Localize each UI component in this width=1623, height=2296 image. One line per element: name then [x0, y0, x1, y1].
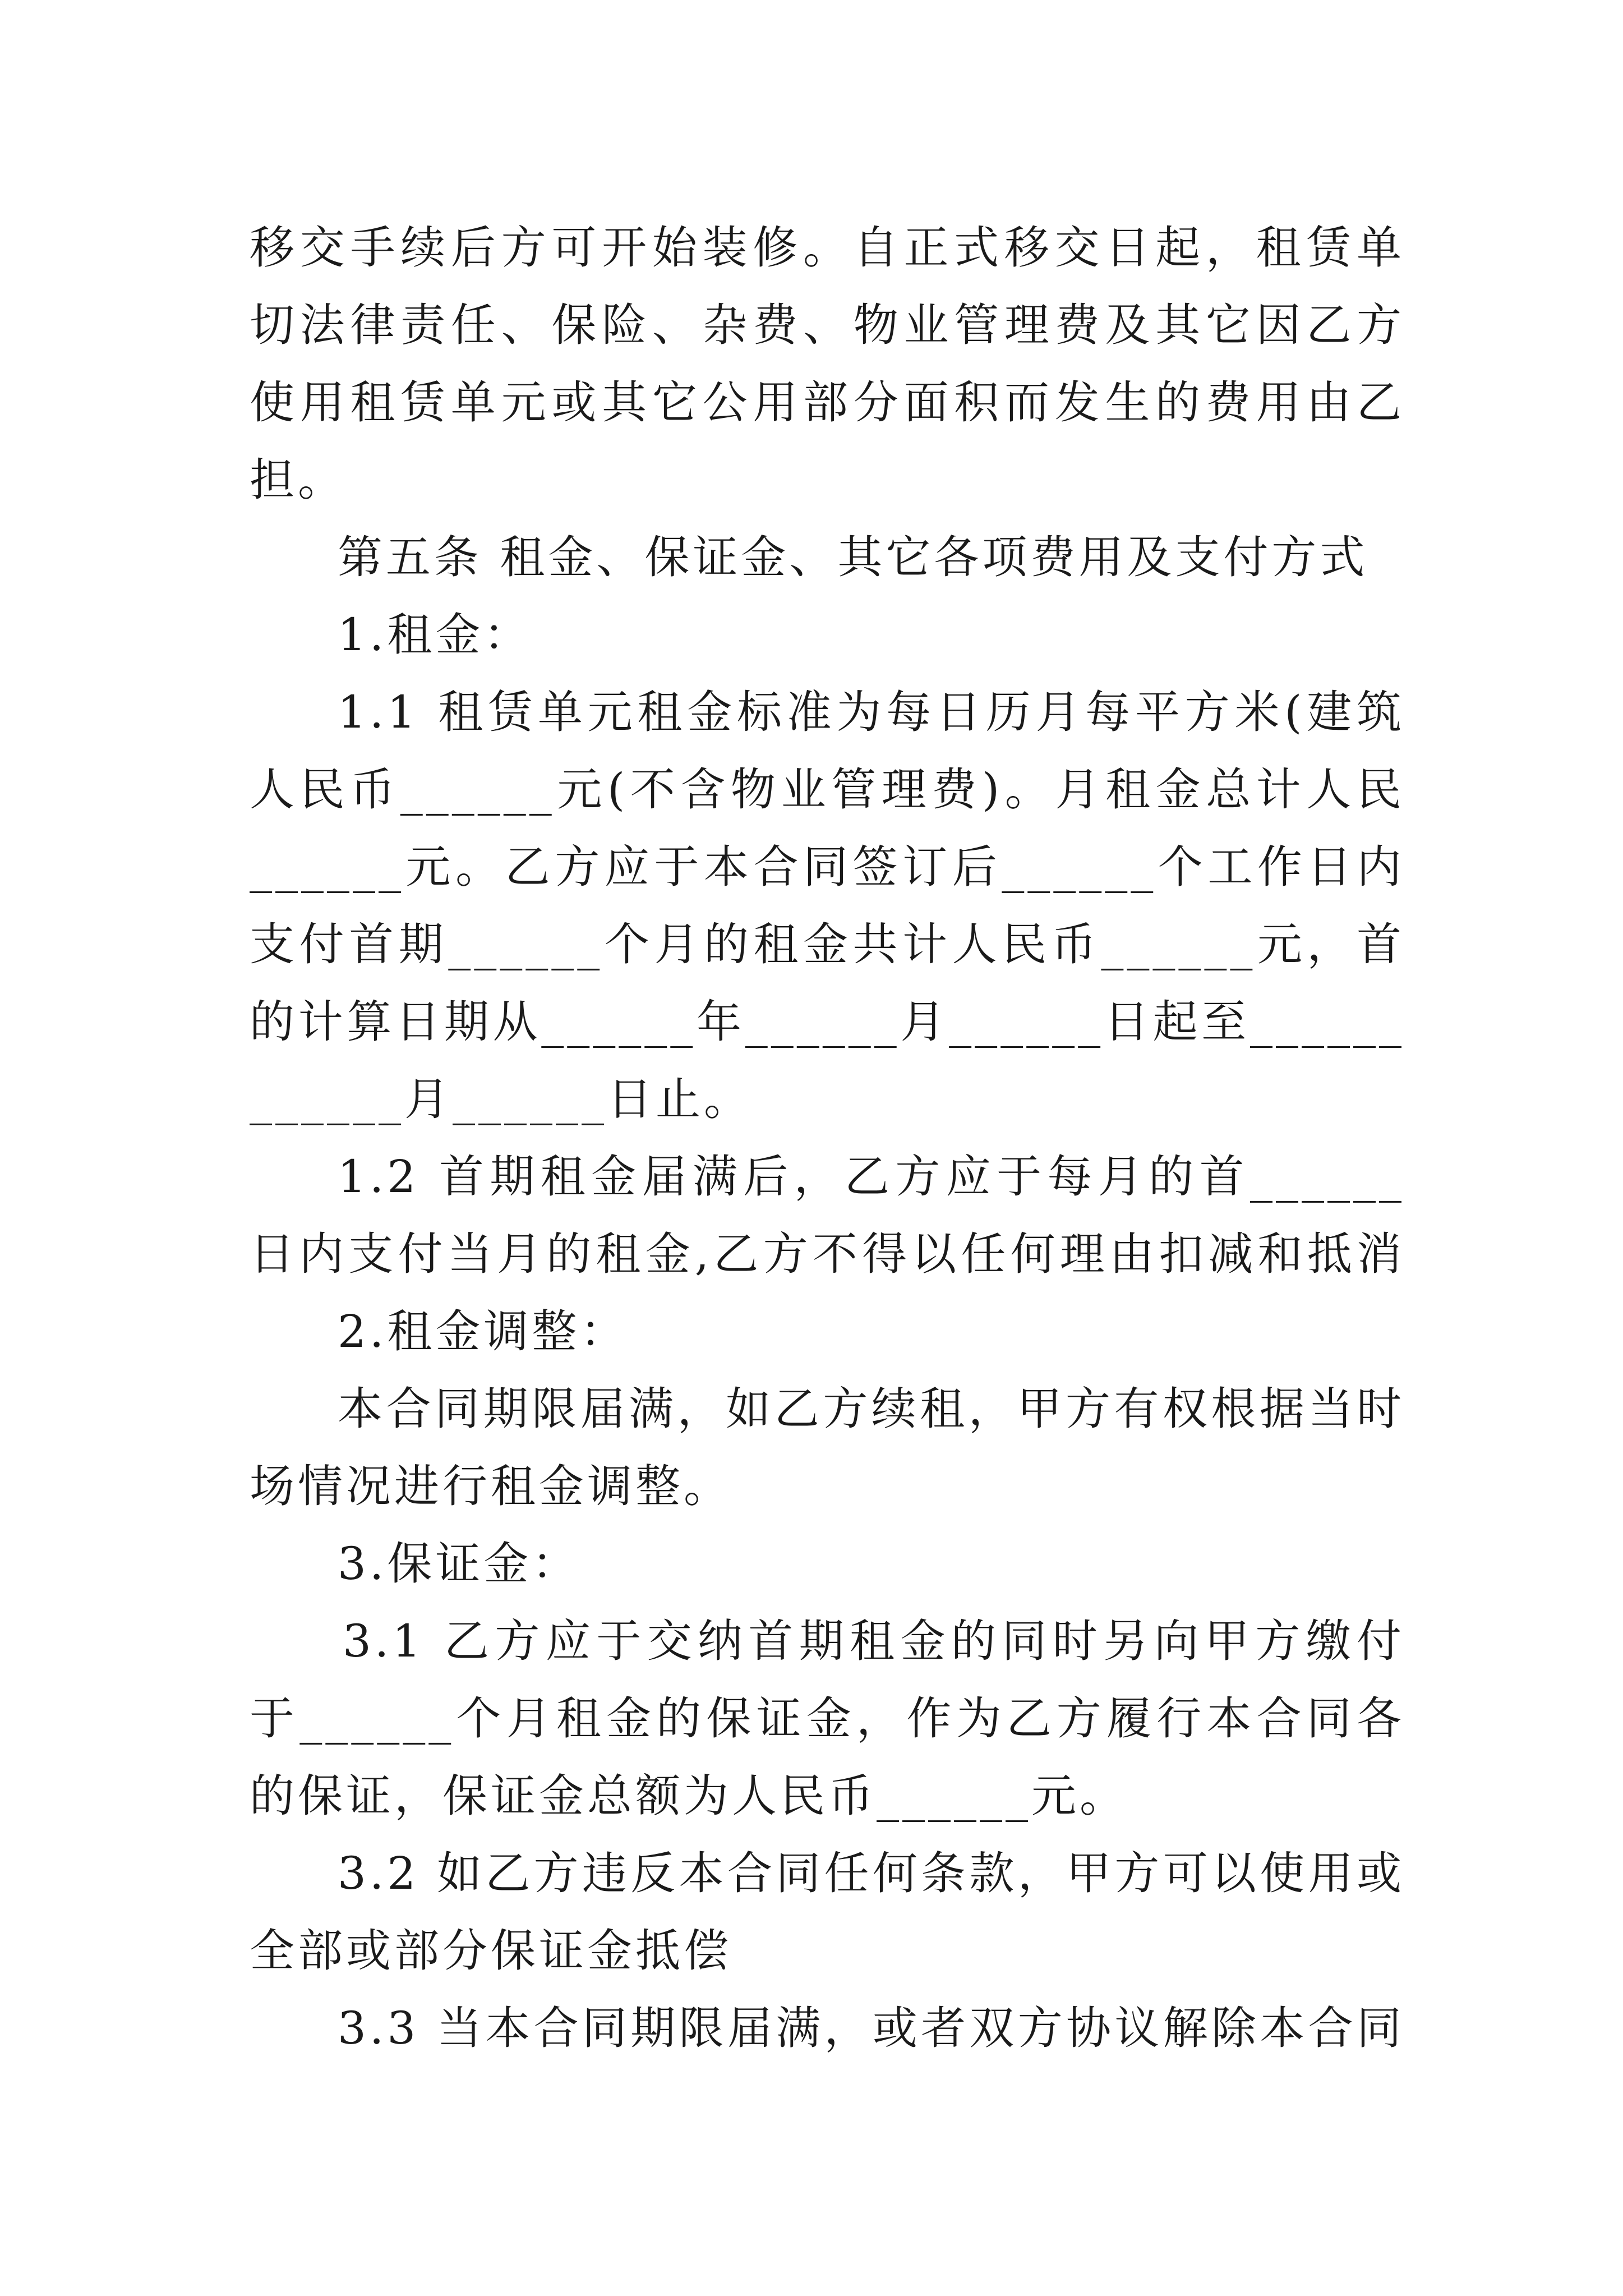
subsection-heading: 1.租金：	[338, 609, 532, 661]
paragraph-line: 担。	[250, 454, 346, 506]
paragraph-line: 于______个月租金的保证金，作为乙方履行本合同各	[250, 1692, 1405, 1745]
paragraph-line: 3.3 当本合同期限届满，或者双方协议解除本合同	[338, 2002, 1405, 2054]
paragraph-line: 日内支付当月的租金,乙方不得以任何理由扣减和抵消	[250, 1228, 1405, 1280]
paragraph-line: 本合同期限届满，如乙方续租，甲方有权根据当时	[338, 1383, 1405, 1435]
paragraph-line: 场情况进行租金调整。	[250, 1460, 732, 1512]
paragraph-line: 的计算日期从______年______月______日起至______	[250, 996, 1405, 1048]
paragraph-line: 移交手续后方可开始装修。自正式移交日起，租赁单	[250, 222, 1405, 274]
paragraph-line: 使用租赁单元或其它公用部分面积而发生的费用由乙	[250, 376, 1405, 429]
paragraph-line: ______元。乙方应于本合同签订后______个工作日内	[250, 841, 1405, 893]
paragraph-line: 的保证，保证金总额为人民币______元。	[250, 1770, 1128, 1822]
paragraph-line: 3.2 如乙方违反本合同任何条款，甲方可以使用或	[338, 1847, 1405, 1899]
paragraph-line: 1.2 首期租金届满后，乙方应于每月的首______	[338, 1151, 1405, 1203]
subsection-heading: 3.保证金：	[338, 1538, 580, 1590]
paragraph-line: 1.1 租赁单元租金标准为每日历月每平方米(建筑	[338, 686, 1405, 738]
paragraph-line: 人民币______元(不含物业管理费)。月租金总计人民	[250, 763, 1405, 816]
paragraph-line: 支付首期______个月的租金共计人民币______元，首	[250, 918, 1405, 970]
subsection-heading: 2.租金调整：	[338, 1305, 629, 1358]
paragraph-line: 3.1 乙方应于交纳首期租金的同时另向甲方缴付	[343, 1615, 1405, 1667]
paragraph-line: 全部或部分保证金抵偿	[250, 1925, 732, 1977]
section-heading: 第五条 租金、保证金、其它各项费用及支付方式	[338, 531, 1368, 583]
paragraph-line: 切法律责任、保险、杂费、物业管理费及其它因乙方	[250, 299, 1405, 351]
paragraph-line: ______月______日止。	[250, 1073, 752, 1125]
